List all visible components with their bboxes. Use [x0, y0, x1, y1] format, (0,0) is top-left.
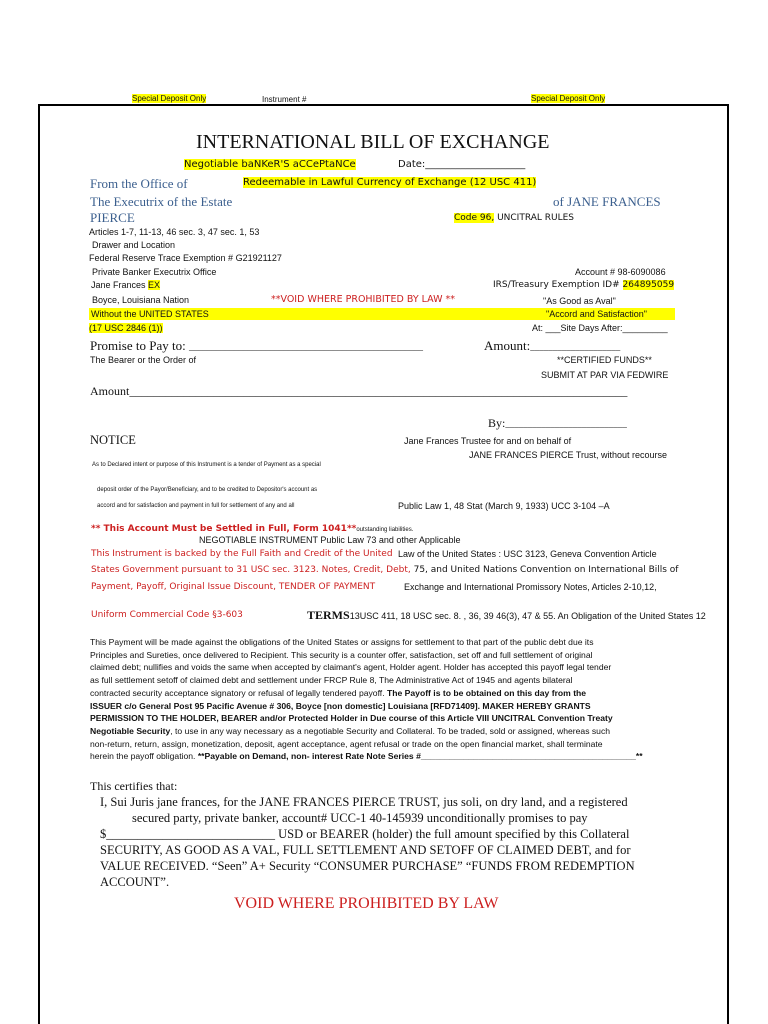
certified-funds: **CERTIFIED FUNDS**	[557, 355, 652, 365]
para-line-3: claimed debt; nullifies and voids the same when accepted by claimant's agent, Holder agent. Holder has accepted this payoff legal tender	[90, 662, 612, 673]
cert-line-6: ACCOUNT”.	[100, 875, 170, 889]
negotiable-acceptance: Negotiable baNKeR'S aCCePtaNCe	[184, 159, 356, 170]
instrument-number: Instrument #	[262, 95, 307, 104]
para-line-5b: The Payoff is to be obtained on this day from the	[386, 687, 587, 698]
para-line-2: Principles and Sureties, once delivered to Recipient. This security is a counter offer, satisfaction, set off and full settlement of original	[90, 649, 593, 660]
notice-line-1: As to Declared intent or purpose of this Instrument is a tender of Payment as a special	[92, 462, 321, 468]
site-days-after: At: ___Site Days After:_________	[532, 323, 668, 333]
special-deposit-left: Special Deposit Only	[132, 94, 207, 103]
amount-label: Amount:	[484, 338, 531, 353]
states-government: States Government pursuant to 31 USC sec. 3123. Notes, Credit, Debt,	[91, 565, 411, 575]
ucc-603: Uniform Commercial Code §3-603	[91, 610, 243, 620]
exchange-notes: Exchange and International Promissory Notes, Articles 2-10,12,	[404, 582, 657, 592]
drawer-location: Drawer and Location	[92, 240, 176, 250]
para-line-7: PERMISSION TO THE HOLDER, BEARER and/or Protected Holder in Due course of this Article VIII UNCITRAL Convention Treaty	[90, 713, 613, 724]
pierce-label: PIERCE	[90, 210, 135, 225]
code-96: Code 96,	[454, 213, 495, 223]
fed-reserve-trace: Federal Reserve Trace Exemption # G21921127	[89, 253, 282, 263]
special-deposit-right: Special Deposit Only	[531, 94, 606, 103]
as-good-as-aval: "As Good as Aval"	[543, 296, 616, 306]
ex-label: EX	[148, 280, 161, 290]
account-number: Account # 98-6090086	[575, 267, 666, 277]
by-label: By:	[488, 416, 506, 430]
articles-text: Articles 1-7, 11-13, 46 sec. 3, 47 sec. 1, 53	[89, 227, 260, 237]
without-united-states: Without the UNITED STATES	[91, 309, 209, 319]
certifies-intro: This certifies that:	[90, 779, 178, 793]
certifies-body	[100, 794, 725, 890]
para-line-10	[90, 750, 726, 763]
notice-line-2: deposit order of the Payor/Beneficiary, and to be credited to Depositor's account as	[97, 487, 318, 493]
trust-recourse: JANE FRANCES PIERCE Trust, without recourse	[469, 450, 668, 460]
date-field: Date:____________________	[398, 159, 526, 170]
law-united-states: Law of the United States : USC 3123, Geneva Convention Article	[398, 549, 657, 559]
cert-line-5: VALUE RECEIVED. “Seen” A+ Security “CONSUMER PURCHASE” “FUNDS FROM REDEMPTION	[100, 859, 635, 873]
irs-exemption	[493, 280, 674, 290]
negotiable-instrument: NEGOTIABLE INSTRUMENT Public Law 73 and other Applicable	[199, 535, 461, 545]
jane-frances-name: Jane Frances	[91, 280, 149, 290]
payee-line: ____________________________________________________	[188, 342, 423, 352]
para-line-10b: **Payable on Demand, non- interest Rate Note Series #_____________________________________________**	[197, 751, 643, 762]
para-line-5	[90, 687, 726, 700]
full-faith-credit: This Instrument is backed by the Full Faith and Credit of the United	[91, 549, 393, 559]
amount-field	[484, 338, 620, 354]
of-jane-frances: of JANE FRANCES	[553, 194, 661, 209]
irs-label: IRS/Treasury Exemption ID#	[493, 280, 623, 290]
cert-line-2: secured party, private banker, account# UCC-1 40-145939 unconditionally promises to pay	[132, 811, 588, 825]
un-convention: 75, and United Nations Convention on International Bills of	[410, 565, 679, 575]
payment-paragraph	[90, 636, 726, 763]
usc-2846: (17 USC 2846 (1))	[89, 323, 163, 333]
from-office: From the Office of	[90, 176, 188, 191]
para-line-4: as full settlement setoff of claimed debt and settlement under FRCP Rule 8, The Administrative Act of 1945 and agents bilateral	[90, 675, 573, 686]
promise-label: Promise to Pay to:	[90, 338, 189, 353]
document-border-right	[727, 104, 729, 1024]
amount-line: ____________________	[530, 342, 621, 352]
public-law: Public Law 1, 48 Stat (March 9, 1933) UCC 3-104 –A	[398, 501, 610, 511]
terms-text: 13USC 411, 18 USC sec. 8. , 36, 39 46(3), 47 & 55. An Obligation of the United States 12	[349, 611, 706, 621]
amount-second: Amount___________________________________________________________________________________	[90, 384, 628, 398]
cert-line-1: I, Sui Juris jane frances, for the JANE FRANCES PIERCE TRUST, jus soli, on dry land, and a registered	[100, 795, 628, 809]
outstanding-liabilities: outstanding liabilities.	[356, 527, 414, 533]
cert-line-3: $___________________________ USD or BEARER (holder) the full amount specified by this Collateral	[100, 827, 630, 841]
accord-satisfaction: "Accord and Satisfaction"	[546, 309, 647, 319]
states-gov-line	[91, 565, 678, 575]
private-banker: Private Banker Executrix Office	[92, 267, 217, 277]
code-96-line	[454, 213, 574, 223]
para-line-8a: Negotiable Security	[90, 725, 171, 736]
notice-line-3: accord and for satisfaction and payment in full for settlement of any and all	[97, 503, 295, 509]
uncitral-rules: UNCITRAL RULES	[494, 213, 575, 223]
submit-fedwire: SUBMIT AT PAR VIA FEDWIRE	[541, 370, 669, 380]
terms-label: TERMS	[307, 608, 350, 622]
irs-id: 264895059	[622, 280, 675, 290]
para-line-9: non-return, return, assign, monetization, deposit, agent acceptance, agent refusal or trade on the open financial market, shall terminate	[90, 738, 603, 749]
terms-line	[307, 606, 706, 624]
by-signature	[488, 416, 627, 431]
promise-to-pay	[90, 338, 423, 354]
para-line-5a: contracted security acceptance signatory or refusal of legally tendered payoff.	[90, 687, 387, 698]
document-border-top	[38, 104, 729, 106]
para-line-8	[90, 725, 726, 738]
void-top: **VOID WHERE PROHIBITED BY LAW **	[271, 294, 456, 305]
redeemable-note: Redeemable in Lawful Currency of Exchange (12 USC 411)	[243, 177, 537, 188]
must-settle-line	[91, 518, 413, 536]
document-border-left	[38, 104, 40, 1024]
void-bottom: VOID WHERE PROHIBITED BY LAW	[234, 895, 499, 912]
tender-of-payment: Payment, Payoff, Original Issue Discount, TENDER OF PAYMENT	[91, 582, 376, 592]
executrix-label: The Executrix of the Estate	[90, 194, 233, 209]
trustee-line: Jane Frances Trustee for and on behalf of	[404, 436, 572, 446]
para-line-10a: herein the payoff obligation.	[90, 751, 198, 762]
by-line: ___________________________	[505, 419, 627, 429]
boyce-louisiana: Boyce, Louisiana Nation	[92, 295, 190, 305]
jane-frances-ex	[91, 280, 160, 290]
para-line-6: ISSUER c/o General Post 95 Pacific Avenue # 306, Boyce [non domestic] Louisiana [RFD71409]. MAKER HEREBY GRANTS	[90, 700, 591, 711]
cert-line-4: SECURITY, AS GOOD AS A VAL, FULL SETTLEMENT AND SETOFF OF CLAIMED DEBT, and for	[100, 843, 631, 857]
must-settle: ** This Account Must be Settled in Full, Form 1041**	[91, 524, 357, 534]
bearer-order: The Bearer or the Order of	[90, 355, 197, 365]
page-title: INTERNATIONAL BILL OF EXCHANGE	[196, 131, 550, 153]
notice-title: NOTICE	[90, 433, 136, 447]
para-line-8b: , to use in any way necessary as a negotiable Security and Collateral. To be traded, sold or assigned, whereas such	[170, 725, 611, 736]
para-line-1: This Payment will be made against the obligations of the United States or assigns for settlement to that part of the public debt due its	[90, 637, 594, 647]
